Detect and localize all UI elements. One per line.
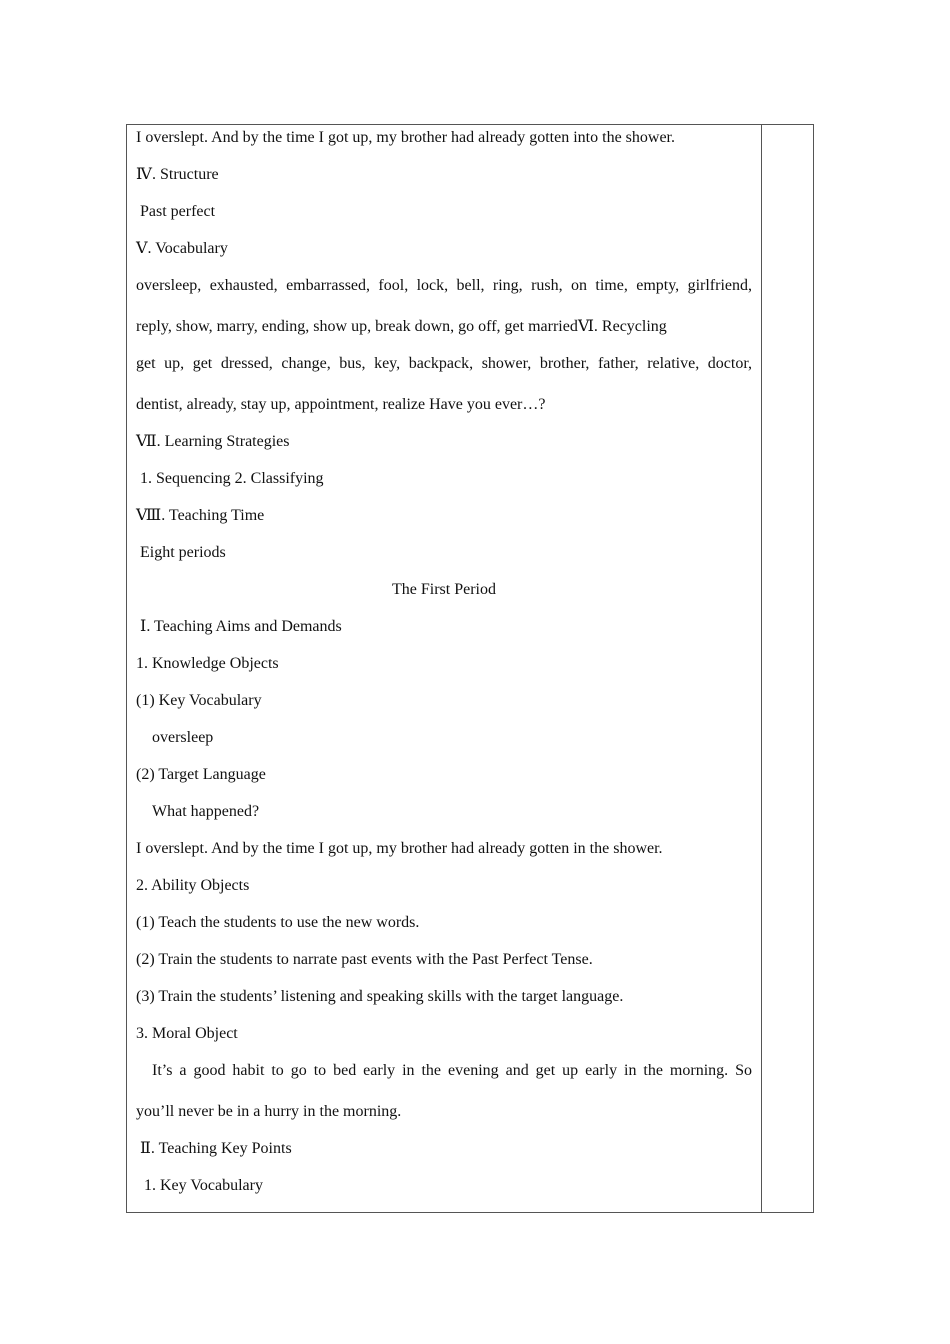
- subheading: 1. Key Vocabulary: [144, 1177, 263, 1194]
- text-line: I overslept. And by the time I got up, my brother had already gotten in the shower.: [136, 840, 663, 857]
- text-line: Past perfect: [140, 203, 216, 220]
- lesson-table: [126, 124, 814, 1213]
- section-heading: Ⅴ. Vocabulary: [136, 240, 228, 257]
- text-line: get up, get dressed, change, bus, key, backpack, shower, brother, father, relative, doctor,: [136, 355, 752, 372]
- section-heading: Ⅱ. Teaching Key Points: [140, 1140, 292, 1157]
- column-divider: [761, 125, 762, 1212]
- subheading: 1. Knowledge Objects: [136, 655, 279, 672]
- subheading: 3. Moral Object: [136, 1025, 238, 1042]
- section-heading: Ⅰ. Teaching Aims and Demands: [140, 618, 342, 635]
- text-line: dentist, already, stay up, appointment, realize Have you ever…?: [136, 396, 546, 413]
- period-title: The First Period: [392, 581, 496, 598]
- text-line: 1. Sequencing 2. Classifying: [140, 470, 324, 487]
- section-heading: Ⅶ. Learning Strategies: [136, 433, 290, 450]
- text-line: you’ll never be in a hurry in the morning.: [136, 1103, 402, 1120]
- section-heading: Ⅳ. Structure: [136, 166, 219, 183]
- text-line: reply, show, marry, ending, show up, break down, go off, get marriedⅥ. Recycling: [136, 318, 667, 335]
- text-line: I overslept. And by the time I got up, my brother had already gotten into the shower.: [136, 129, 675, 146]
- lesson-content-cell: [136, 125, 752, 1210]
- subheading: 2. Ability Objects: [136, 877, 250, 894]
- text-line: (3) Train the students’ listening and speaking skills with the target language.: [136, 988, 624, 1005]
- text-line: What happened?: [152, 803, 260, 820]
- text-line: (2) Train the students to narrate past events with the Past Perfect Tense.: [136, 951, 593, 968]
- section-heading: Ⅷ. Teaching Time: [136, 507, 265, 524]
- subheading: (2) Target Language: [136, 766, 266, 783]
- text-line: Eight periods: [140, 544, 226, 561]
- text-line: oversleep: [152, 729, 214, 746]
- text-line: (1) Teach the students to use the new words.: [136, 914, 420, 931]
- subheading: (1) Key Vocabulary: [136, 692, 262, 709]
- text-line: oversleep, exhausted, embarrassed, fool, lock, bell, ring, rush, on time, empty, girlfriend,: [136, 277, 752, 294]
- text-line: It’s a good habit to go to bed early in the evening and get up early in the morning. So: [152, 1062, 752, 1079]
